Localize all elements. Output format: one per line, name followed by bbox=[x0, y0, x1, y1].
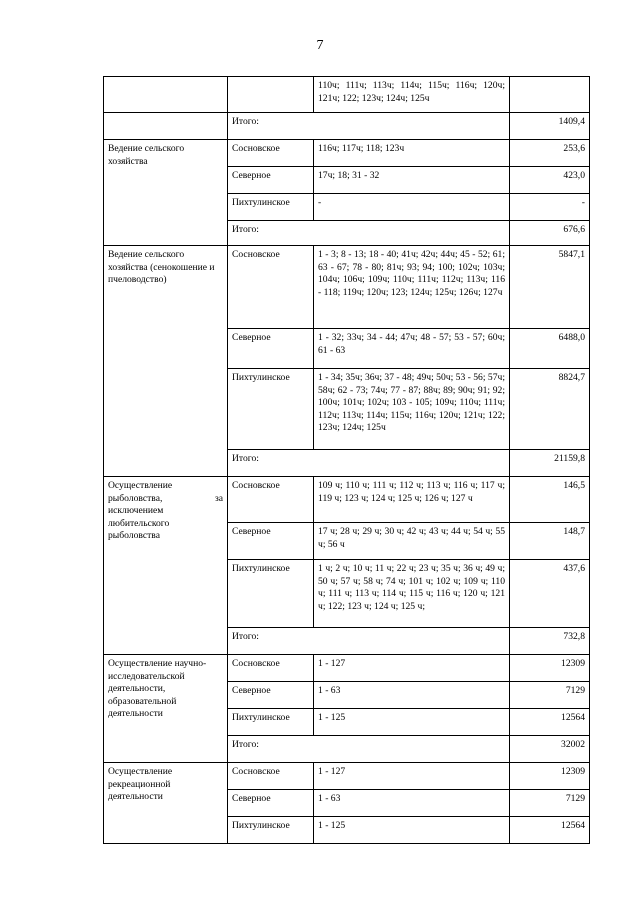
total-label: Итого: bbox=[228, 450, 510, 477]
quarters-cell: 17ч; 18; 31 - 32 bbox=[314, 167, 510, 194]
activity-cell bbox=[104, 113, 228, 140]
forestry-cell: Северное bbox=[228, 523, 314, 560]
area-cell: 7129 bbox=[510, 682, 590, 709]
area-cell: 12309 bbox=[510, 655, 590, 682]
quarters-cell: 116ч; 117ч; 118; 123ч bbox=[314, 140, 510, 167]
quarters-cell: 1 - 34; 35ч; 36ч; 37 - 48; 49ч; 50ч; 53 - 56; 57ч; 58ч; 62 - 73; 74ч; 77 - 87; 88ч; 89; 90ч; 91; 92; 100ч; 101ч; 102ч; 103 - 105; 109ч; 110ч; 111ч; 112ч; 113ч; 114ч; 115ч; 116ч; 120ч; 121ч; 122; 123ч; 124ч; 125ч bbox=[314, 369, 510, 450]
forestry-cell: Северное bbox=[228, 682, 314, 709]
forestry-cell: Пихтулинское bbox=[228, 194, 314, 221]
forestry-cell: Сосновское bbox=[228, 655, 314, 682]
quarters-cell: 109 ч; 110 ч; 111 ч; 112 ч; 113 ч; 116 ч; 117 ч; 119 ч; 123 ч; 124 ч; 125 ч; 126 ч; 127 ч bbox=[314, 477, 510, 523]
total-label: Итого: bbox=[228, 221, 510, 246]
area-cell: 7129 bbox=[510, 790, 590, 817]
activity-cell: Ведение сельского хозяйства (сенокошение и пчеловодство) bbox=[104, 246, 228, 477]
area-cell: 12564 bbox=[510, 817, 590, 844]
activity-cell: Осуществление рыболовства, за исключением любительского рыболовства bbox=[104, 477, 228, 655]
forestry-cell: Пихтулинское bbox=[228, 560, 314, 628]
forestry-cell: Сосновское bbox=[228, 477, 314, 523]
table-row bbox=[104, 763, 590, 790]
area-cell: 437,6 bbox=[510, 560, 590, 628]
table-row-total bbox=[104, 113, 590, 140]
quarters-cell: - bbox=[314, 194, 510, 221]
total-value: 1409,4 bbox=[510, 113, 590, 140]
table-row bbox=[104, 246, 590, 329]
total-value: 32002 bbox=[510, 736, 590, 763]
table-row bbox=[104, 140, 590, 167]
forestry-cell: Сосновское bbox=[228, 246, 314, 329]
quarters-cell: 1 - 125 bbox=[314, 817, 510, 844]
page-number: 7 bbox=[316, 38, 324, 53]
forestry-cell: Сосновское bbox=[228, 140, 314, 167]
area-cell bbox=[510, 77, 590, 113]
quarters-cell: 110ч; 111ч; 113ч; 114ч; 115ч; 116ч; 120ч; 121ч; 122; 123ч; 124ч; 125ч bbox=[314, 77, 510, 113]
area-cell: 423,0 bbox=[510, 167, 590, 194]
area-cell: 12564 bbox=[510, 709, 590, 736]
forest-use-table bbox=[103, 76, 590, 844]
forestry-cell: Северное bbox=[228, 790, 314, 817]
forestry-cell: Пихтулинское bbox=[228, 709, 314, 736]
total-value: 21159,8 bbox=[510, 450, 590, 477]
quarters-cell: 1 - 3; 8 - 13; 18 - 40; 41ч; 42ч; 44ч; 45 - 52; 61; 63 - 67; 78 - 80; 81ч; 93; 94; 100; 102ч; 103ч; 104ч; 106ч; 109ч; 110ч; 111ч; 112ч; 113ч; 116 - 118; 119ч; 120ч; 123; 124ч; 125ч; 126ч; 127ч bbox=[314, 246, 510, 329]
area-cell: 8824,7 bbox=[510, 369, 590, 450]
activity-cell: Ведение сельского хозяйства bbox=[104, 140, 228, 246]
quarters-cell: 1 - 63 bbox=[314, 790, 510, 817]
total-label: Итого: bbox=[228, 736, 510, 763]
total-value: 676,6 bbox=[510, 221, 590, 246]
total-label: Итого: bbox=[228, 628, 510, 655]
quarters-cell: 1 - 32; 33ч; 34 - 44; 47ч; 48 - 57; 53 - 57; 60ч; 61 - 63 bbox=[314, 329, 510, 369]
table-row bbox=[104, 655, 590, 682]
quarters-cell: 1 - 127 bbox=[314, 655, 510, 682]
area-cell: - bbox=[510, 194, 590, 221]
area-cell: 253,6 bbox=[510, 140, 590, 167]
quarters-cell: 1 - 125 bbox=[314, 709, 510, 736]
forestry-cell: Пихтулинское bbox=[228, 817, 314, 844]
area-cell: 5847,1 bbox=[510, 246, 590, 329]
quarters-cell: 1 - 127 bbox=[314, 763, 510, 790]
total-value: 732,8 bbox=[510, 628, 590, 655]
forestry-cell: Северное bbox=[228, 329, 314, 369]
activity-cell bbox=[104, 77, 228, 113]
quarters-cell: 1 - 63 bbox=[314, 682, 510, 709]
table-row bbox=[104, 477, 590, 523]
area-cell: 146,5 bbox=[510, 477, 590, 523]
activity-cell: Осуществление научно-исследовательской деятельности, образовательной деятельности bbox=[104, 655, 228, 763]
forestry-cell bbox=[228, 77, 314, 113]
area-cell: 6488,0 bbox=[510, 329, 590, 369]
forestry-cell: Сосновское bbox=[228, 763, 314, 790]
quarters-cell: 17 ч; 28 ч; 29 ч; 30 ч; 42 ч; 43 ч; 44 ч; 54 ч; 55 ч; 56 ч bbox=[314, 523, 510, 560]
quarters-cell: 1 ч; 2 ч; 10 ч; 11 ч; 22 ч; 23 ч; 35 ч; 36 ч; 49 ч; 50 ч; 57 ч; 58 ч; 74 ч; 101 ч; 102 ч; 109 ч; 110 ч; 111 ч; 113 ч; 114 ч; 115 ч; 116 ч; 120 ч; 121 ч; 122; 123 ч; 124 ч; 125 ч; bbox=[314, 560, 510, 628]
total-label: Итого: bbox=[228, 113, 510, 140]
area-cell: 148,7 bbox=[510, 523, 590, 560]
forestry-cell: Северное bbox=[228, 167, 314, 194]
activity-cell: Осуществление рекреационной деятельности bbox=[104, 763, 228, 844]
table-row bbox=[104, 77, 590, 113]
forestry-cell: Пихтулинское bbox=[228, 369, 314, 450]
area-cell: 12309 bbox=[510, 763, 590, 790]
